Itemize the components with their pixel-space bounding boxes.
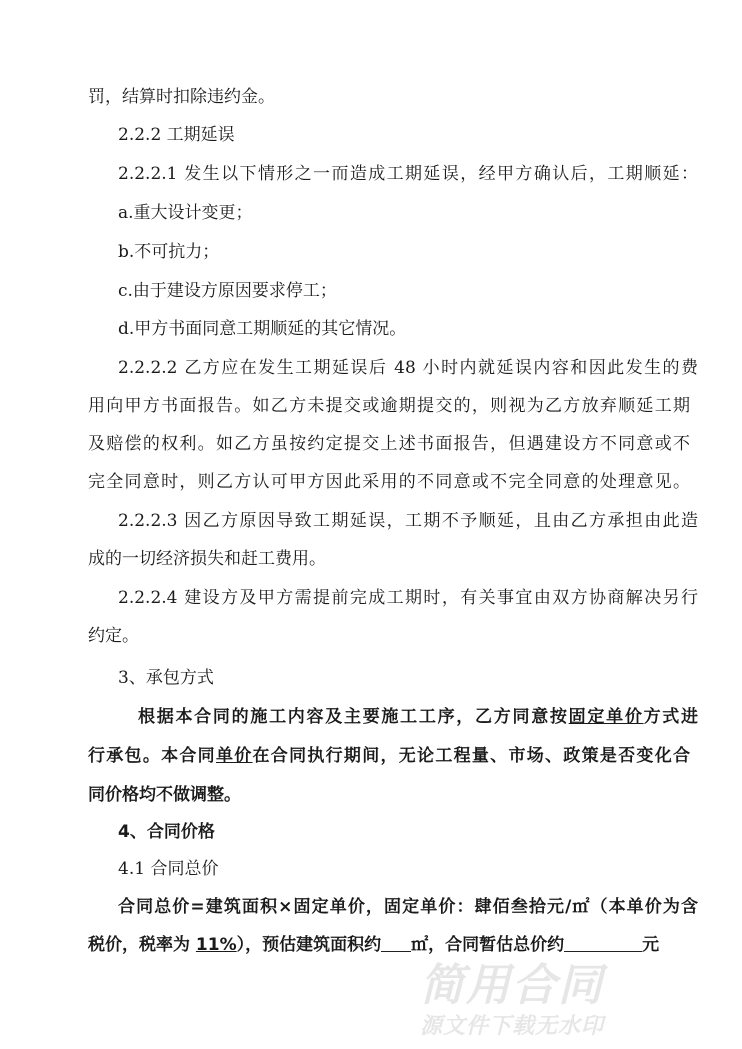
section-heading: 4.1 合同总价 bbox=[118, 859, 219, 879]
text-line: 2.2.2.4 建设方及甲方需提前完成工期时，有关事宜由双方协商解决另行 bbox=[118, 588, 698, 608]
list-item: d.甲方书面同意工期顺延的其它情况。 bbox=[118, 319, 407, 339]
section-heading: 2.2.2 工期延误 bbox=[118, 125, 235, 145]
area-blank[interactable] bbox=[381, 935, 411, 952]
text-line: 税价，税率为 11%），预估建筑面积约 ㎡，合同暂估总价约 元 bbox=[88, 935, 660, 955]
list-item: a.重大设计变更； bbox=[118, 203, 253, 223]
text-line: 同价格均不做调整。 bbox=[88, 785, 241, 805]
text-line: 完全同意时，则乙方认可甲方因此采用的不同意或不完全同意的处理意见。 bbox=[88, 472, 690, 492]
text-line: 2.2.2.2 乙方应在发生工期延误后 48 小时内就延误内容和因此发生的费 bbox=[118, 358, 698, 378]
total-price-blank[interactable] bbox=[564, 935, 642, 952]
text-line: 及赔偿的权利。如乙方虽按约定提交上述书面报告，但遇建设方不同意或不 bbox=[88, 434, 690, 454]
text-line: 用向甲方书面报告。如乙方未提交或逾期提交的，则视为乙方放弃顺延工期 bbox=[88, 396, 690, 416]
section-heading: 4、合同价格 bbox=[118, 822, 215, 842]
list-item: b.不可抗力； bbox=[118, 242, 220, 262]
text-line: 合同总价=建筑面积×固定单价，固定单价：肆佰叁拾元/㎡（本单价为含 bbox=[118, 897, 698, 917]
watermark-logo: 简用合同 bbox=[420, 960, 604, 1011]
text-line: 根据本合同的施工内容及主要施工工序，乙方同意按固定单价方式进 bbox=[138, 707, 699, 727]
text-line: 成的一切经济损失和赶工费用。 bbox=[88, 549, 326, 569]
list-item: c.由于建设方原因要求停工； bbox=[118, 281, 337, 301]
text-line: 2.2.2.3 因乙方原因导致工期延误，工期不予顺延，且由乙方承担由此造 bbox=[118, 511, 698, 531]
text-line: 2.2.2.1 发生以下情形之一而造成工期延误，经甲方确认后，工期顺延： bbox=[118, 164, 698, 184]
text-line: 约定。 bbox=[88, 626, 139, 646]
watermark-tagline: 源文件下载无水印 bbox=[420, 1014, 605, 1039]
section-heading: 3、承包方式 bbox=[118, 668, 214, 688]
text-line: 行承包。本合同单价在合同执行期间，无论工程量、市场、政策是否变化合 bbox=[88, 746, 690, 766]
text-line: 罚，结算时扣除违约金。 bbox=[88, 87, 275, 107]
